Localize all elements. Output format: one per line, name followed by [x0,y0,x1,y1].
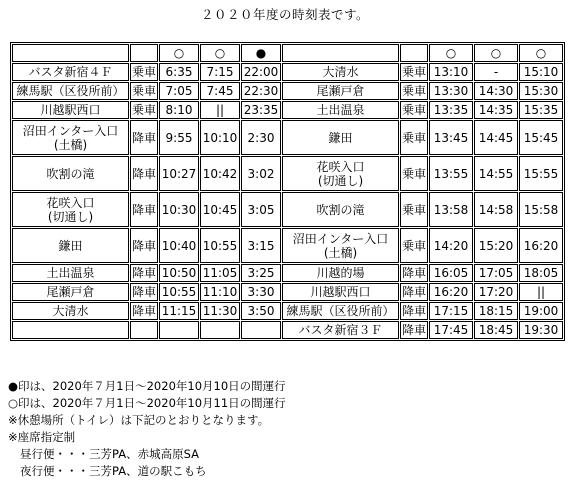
left-time-2: 7:45 [200,82,240,100]
right-time-2: 14:45 [474,120,518,155]
right-board-type: 降車 [401,304,426,318]
timetable [10,42,565,341]
left-board-type: 降車 [130,192,158,227]
left-time-1: 10:40 [159,228,199,263]
table-row [12,82,563,100]
right-board-type: 乗車 [400,228,428,263]
stop-name-line: 大清水 [52,304,89,318]
right-time-2: 14:30 [474,82,518,100]
right-time-3: 15:45 [519,120,563,155]
left-time-2: 10:55 [200,228,240,263]
table-row [12,321,563,339]
right-time-3: 19:00 [519,302,563,320]
left-board-type: 降車 [131,304,156,318]
header-empty-cell [130,44,158,62]
left-time-3: 22:00 [241,63,281,81]
stop-name-line: 川越的場 [316,266,365,280]
stop-name-line: 吹割の滝 [46,166,95,181]
stop-name-line: バスタ新宿４Ｆ [28,65,113,79]
right-board-type: 乗車 [401,65,426,79]
left-board-type: 降車 [130,156,158,191]
header-empty-cell [400,44,428,62]
header-empty-cell [282,44,399,62]
left-board-type: 降車 [131,266,156,280]
service-mark: ● [241,44,281,62]
stop-name-line: 鎌田 [58,238,83,253]
left-stop-name [12,192,129,227]
left-time-1: 10:30 [159,192,199,227]
left-stop-name [12,82,129,100]
left-empty-cell [130,321,158,339]
stop-name-line: 練馬駅（区役所前） [286,304,395,318]
right-time-1: 13:58 [429,192,473,227]
right-stop-name [282,228,399,263]
service-mark: ○ [474,44,518,62]
left-time-3: 3:50 [241,302,281,320]
service-mark: ○ [200,44,240,62]
left-time-1: 10:55 [159,283,199,301]
right-stop-name [282,156,399,191]
left-stop-name [12,101,129,119]
note-white-circle: ○印は、2020年７月1日～2020年10月11日の間運行 [8,396,286,410]
left-stop-name [12,302,129,320]
left-board-type: 乗車 [131,103,156,117]
left-time-2: 11:30 [200,302,240,320]
right-time-2: 18:15 [474,302,518,320]
stop-name-sub-line: (切通し) [317,173,364,188]
left-time-1: 8:10 [159,101,199,119]
note-rest-area: ※休憩場所（トイレ）は下記のとおりとなります。 [8,413,270,427]
right-time-3: 15:55 [519,156,563,191]
left-time-1: 10:50 [159,264,199,282]
notes [8,378,286,480]
service-mark: ○ [519,44,563,62]
right-time-1: 13:35 [429,101,473,119]
service-mark: ○ [429,44,473,62]
left-empty-cell [12,321,129,339]
right-time-2: - [474,63,518,81]
stop-name-line: 花咲入口 [316,159,365,174]
page-title: ２０２０年度の時刻表です。 [200,7,369,22]
right-time-1: 13:10 [429,63,473,81]
left-stop-name [12,156,129,191]
left-time-1: 11:15 [159,302,199,320]
stop-name-line: 尾瀬戸倉 [46,285,95,299]
left-time-3: 2:30 [241,120,281,155]
left-time-3: 3:25 [241,264,281,282]
header-row [12,44,563,62]
right-board-type: 乗車 [400,120,428,155]
left-time-2: 10:45 [200,192,240,227]
left-empty-cell [200,321,240,339]
table-row [12,63,563,81]
note-night-service: 夜行便・・・三芳PA、道の駅こもち [20,464,207,478]
stop-name-line: 大清水 [322,65,359,79]
right-stop-name [282,82,399,100]
right-board-type: 降車 [401,285,426,299]
right-time-3: || [519,283,563,301]
left-time-2: 7:15 [200,63,240,81]
right-time-3: 16:20 [519,228,563,263]
right-board-type: 降車 [401,266,426,280]
stop-name-line: 川越駅西口 [310,285,371,299]
right-board-type: 乗車 [401,84,426,98]
right-board-type: 降車 [401,323,426,337]
left-stop-name [12,283,129,301]
table-row [12,264,563,282]
stop-name-line: 吹割の滝 [316,202,365,217]
right-board-type: 乗車 [400,156,428,191]
right-time-3: 15:30 [519,82,563,100]
right-time-1: 16:20 [429,283,473,301]
right-time-1: 13:30 [429,82,473,100]
right-stop-name [282,192,399,227]
left-time-2: 10:10 [200,120,240,155]
stop-name-line: 花咲入口 [46,195,95,210]
left-time-3: 23:35 [241,101,281,119]
left-board-type: 降車 [130,120,158,155]
right-time-2: 17:20 [474,283,518,301]
right-stop-name [282,321,399,339]
stop-name-line: 土出温泉 [46,266,95,280]
stop-name-sub-line: (土橋) [323,245,358,260]
left-time-3: 3:15 [241,228,281,263]
right-time-2: 14:35 [474,101,518,119]
right-time-1: 14:20 [429,228,473,263]
right-time-2: 17:05 [474,264,518,282]
stop-name-line: 土出温泉 [316,103,365,117]
left-time-1: 6:35 [159,63,199,81]
right-time-1: 16:05 [429,264,473,282]
left-time-2: 11:10 [200,283,240,301]
right-stop-name [282,283,399,301]
stop-name-line: 沼田インター入口 [292,231,389,246]
left-time-3: 3:30 [241,283,281,301]
right-stop-name [282,120,399,155]
stop-name-line: 尾瀬戸倉 [316,84,365,98]
right-stop-name [282,63,399,81]
table-row [12,101,563,119]
left-time-3: 22:30 [241,82,281,100]
left-time-3: 3:02 [241,156,281,191]
left-time-3: 3:05 [241,192,281,227]
stop-name-line: 鎌田 [328,130,353,145]
right-time-3: 19:30 [519,321,563,339]
table-row [12,283,563,301]
left-time-2: 10:42 [200,156,240,191]
right-time-1: 17:45 [429,321,473,339]
left-time-1: 9:55 [159,120,199,155]
note-black-circle: ●印は、2020年７月1日～2020年10月10日の間運行 [8,379,286,393]
table-row [12,228,563,263]
right-time-2: 14:58 [474,192,518,227]
left-board-type: 降車 [131,285,156,299]
left-empty-cell [241,321,281,339]
right-board-type: 乗車 [401,103,426,117]
left-stop-name [12,63,129,81]
left-stop-name [12,264,129,282]
right-time-1: 13:55 [429,156,473,191]
left-board-type: 乗車 [131,84,156,98]
stop-name-line: 沼田インター入口 [22,123,119,138]
stop-name-sub-line: (土橋) [53,137,88,152]
right-stop-name [282,264,399,282]
right-stop-name [282,101,399,119]
header-empty-cell [12,44,129,62]
table-row [12,156,563,191]
left-stop-name [12,120,129,155]
right-board-type: 乗車 [400,192,428,227]
right-time-2: 15:20 [474,228,518,263]
right-time-2: 14:55 [474,156,518,191]
service-mark: ○ [159,44,199,62]
right-time-3: 15:10 [519,63,563,81]
left-time-1: 7:05 [159,82,199,100]
left-stop-name [12,228,129,263]
right-time-1: 13:45 [429,120,473,155]
right-time-2: 18:45 [474,321,518,339]
left-board-type: 乗車 [131,65,156,79]
table-row [12,192,563,227]
stop-name-line: 練馬駅（区役所前） [16,84,125,98]
right-stop-name [282,302,399,320]
left-board-type: 降車 [130,228,158,263]
left-time-2: || [200,101,240,119]
stop-name-sub-line: (切通し) [47,209,94,224]
note-reserved-seat: ※座席指定制 [8,430,76,444]
stop-name-line: バスタ新宿３Ｆ [298,323,383,337]
right-time-3: 18:05 [519,264,563,282]
left-time-2: 11:05 [200,264,240,282]
right-time-3: 15:35 [519,101,563,119]
left-time-1: 10:27 [159,156,199,191]
stop-name-line: 川越駅西口 [40,103,101,117]
left-empty-cell [159,321,199,339]
note-day-service: 昼行便・・・三芳PA、赤城高原SA [20,447,199,461]
table-row [12,120,563,155]
table-row [12,302,563,320]
right-time-3: 15:58 [519,192,563,227]
right-time-1: 17:15 [429,302,473,320]
